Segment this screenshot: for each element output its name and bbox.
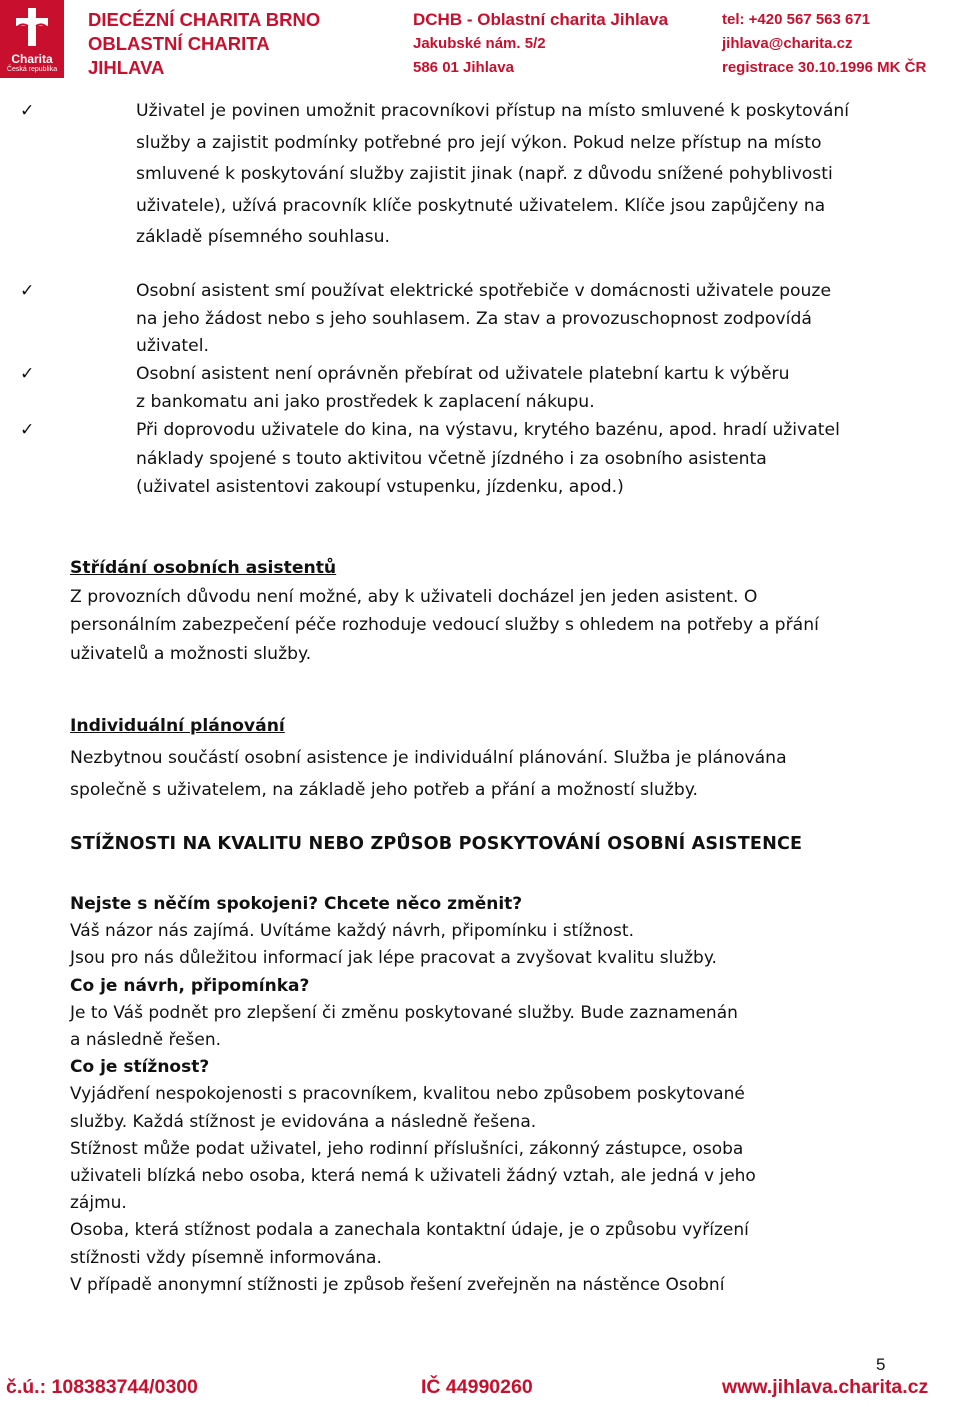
bullet-line: uživatel. — [136, 336, 209, 356]
paragraph-line: Nezbytnou součástí osobní asistence je individuální plánování. Služba je plánována — [70, 748, 787, 768]
paragraph-line: personálním zabezpečení péče rozhoduje vedoucí služby s ohledem na potřeby a přání — [70, 615, 819, 635]
header-address-line: DCHB - Oblastní charita Jihlava — [413, 10, 669, 29]
bullet-item — [20, 96, 890, 254]
paragraph-line: a následně řešen. — [70, 1030, 222, 1051]
paragraph-line: Váš názor nás zajímá. Uvítáme každý návrh, připomínku i stížnost. — [70, 921, 634, 942]
paragraph-line: služby. Každá stížnost je evidována a následně řešena. — [70, 1111, 537, 1132]
bullet-line: náklady spojené s touto aktivitou včetně jízdného i za osobního asistenta — [136, 448, 767, 469]
checkmark-icon: ✓ — [20, 281, 35, 301]
page-number: 5 — [876, 1355, 886, 1374]
paragraph-line: stížnosti vždy písemně informována. — [70, 1247, 382, 1268]
section-heading: STÍŽNOSTI NA KVALITU NEBO ZPŮSOB POSKYTOVÁNÍ OSOBNÍ ASISTENCE — [70, 834, 803, 854]
letterhead — [0, 0, 960, 80]
bullet-line: Při doprovodu uživatele do kina, na výstavu, krytého bazénu, apod. hradí uživatel — [136, 420, 840, 440]
paragraph-line: Jsou pro nás důležitou informací jak lépe pracovat a zvyšovat kvalitu služby. — [70, 948, 717, 969]
header-registration: registrace 30.10.1996 MK ČR — [722, 59, 927, 76]
bullet-line: (uživatel asistentovi zakoupí vstupenku, jízdenku, apod.) — [136, 477, 624, 497]
footer-web: www.jihlava.charita.cz — [722, 1376, 929, 1398]
paragraph-line: zájmu. — [70, 1193, 127, 1214]
footer-account: č.ú.: 108383744/0300 — [6, 1376, 198, 1398]
bullet-line: Osobní asistent není oprávněn přebírat od uživatele platební kartu k výběru — [136, 364, 790, 384]
header-organization — [88, 8, 320, 80]
paragraph-line: Stížnost může podat uživatel, jeho rodinní příslušníci, zákonný zástupce, osoba — [70, 1138, 744, 1159]
bullet-line: na jeho žádost nebo s jeho souhlasem. Za stav a provozuschopnost zodpovídá — [136, 308, 812, 329]
question-heading: Co je stížnost? — [70, 1057, 210, 1078]
bullet-line: Uživatel je povinen umožnit pracovníkovi přístup na místo smluvené k poskytování — [136, 101, 850, 121]
bullet-item — [20, 416, 890, 502]
bullet-line: smluvené k poskytování služby zajistit jinak (např. z důvodu snížené pohyblivosti — [136, 164, 833, 184]
paragraph-line: Z provozních důvodu není možné, aby k uživateli docházel jen jeden asistent. O — [70, 586, 758, 607]
paragraph-line: společně s uživatelem, na základě jeho potřeb a přání a možností služby. — [70, 780, 698, 800]
checkmark-icon: ✓ — [20, 420, 35, 440]
footer — [0, 1376, 960, 1407]
bullet-item — [20, 361, 890, 416]
header-address-line: Jakubské nám. 5/2 — [413, 35, 546, 52]
section-planovani — [70, 710, 890, 806]
bullet-line: Osobní asistent smí používat elektrické spotřebiče v domácnosti uživatele pouze — [136, 281, 832, 301]
header-org-line: OBLASTNÍ CHARITA — [88, 33, 270, 54]
paragraph-line: uživatelů a možnosti služby. — [70, 643, 312, 664]
bullet-line: základě písemného souhlasu. — [136, 227, 390, 247]
section-stiznosti — [70, 891, 890, 1299]
logo-text: Charita — [11, 52, 53, 66]
footer-ic: IČ 44990260 — [421, 1376, 533, 1398]
checkmark-icon: ✓ — [20, 101, 35, 121]
header-phone: tel: +420 567 563 671 — [722, 11, 871, 28]
charita-cross-icon — [13, 6, 51, 48]
paragraph-line: Osoba, která stížnost podala a zanechala kontaktní údaje, je o způsobu vyřízení — [70, 1220, 749, 1241]
header-org-line: DIECÉZNÍ CHARITA BRNO — [88, 9, 321, 30]
section-stridani — [70, 554, 890, 668]
section-heading: Střídání osobních asistentů — [70, 558, 337, 578]
paragraph-line: V případě anonymní stížnosti je způsob řešení zveřejněn na nástěnce Osobní — [70, 1274, 725, 1295]
checkmark-icon: ✓ — [20, 364, 35, 384]
header-address — [413, 8, 668, 80]
section-stiznosti-heading — [70, 834, 890, 854]
header-contact — [722, 8, 926, 80]
paragraph-line: Je to Váš podnět pro zlepšení či změnu poskytované služby. Bude zaznamenán — [70, 1002, 738, 1023]
section-heading: Individuální plánování — [70, 716, 285, 736]
header-org-line: JIHLAVA — [88, 57, 165, 78]
paragraph-line: uživateli blízká nebo osoba, která nemá k uživateli žádný vztah, ale jedná v jeho — [70, 1166, 756, 1187]
question-heading: Nejste s něčím spokojeni? Chcete něco změnit? — [70, 894, 523, 914]
question-heading: Co je návrh, připomínka? — [70, 975, 310, 996]
bullet-line: z bankomatu ani jako prostředek k zaplacení nákupu. — [136, 391, 595, 412]
bullet-item — [20, 278, 890, 361]
paragraph-line: Vyjádření nespokojenosti s pracovníkem, kvalitou nebo způsobem poskytované — [70, 1084, 745, 1105]
bullet-line: uživatele), užívá pracovník klíče poskytnuté uživatelem. Klíče jsou zapůjčeny na — [136, 195, 826, 216]
charita-logo — [0, 0, 64, 78]
header-email: jihlava@charita.cz — [722, 35, 853, 52]
bullet-line: služby a zajistit podmínky potřebné pro její výkon. Pokud nelze přístup na místo — [136, 132, 822, 153]
logo-subtext: Česká republika — [6, 66, 58, 73]
header-address-line: 586 01 Jihlava — [413, 59, 514, 76]
